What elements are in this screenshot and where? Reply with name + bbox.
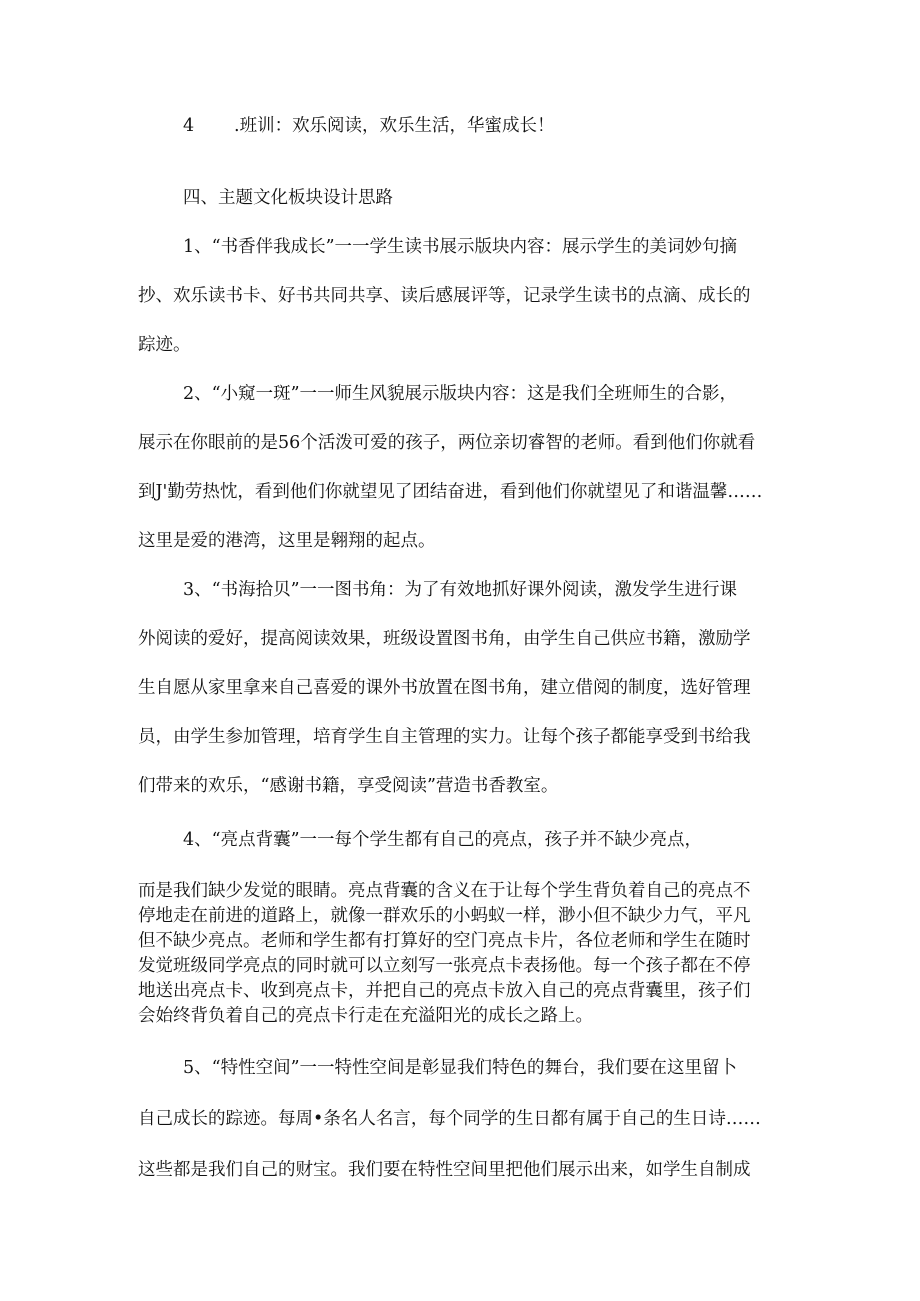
para-1-line-3: 踪迹。	[138, 335, 191, 355]
para-3-line-3: 生自愿从家里拿来自己喜爱的课外书放置在图书角，建立借阅的制度，选好管理	[138, 678, 751, 698]
para-3-line-1: 3、“书海拾贝”一一图书角：为了有效地抓好课外阅读，激发学生进行课	[183, 580, 738, 600]
para-4-body-line-1: 而是我们缺少发觉的眼睛。亮点背囊的含义在于让每个学生背负着自己的亮点不	[138, 881, 751, 901]
section-4-heading: 四、主题文化板块设计思路	[183, 188, 393, 208]
para-4-body-line-6: 会始终背负着自己的亮点卡行走在充溢阳光的成长之路上。	[138, 1006, 593, 1026]
para-5-line-3: 这些都是我们自己的财宝。我们要在特性空间里把他们展示出来，如学生自制成	[138, 1160, 751, 1180]
para-3-line-4: 员，由学生参加管理，培育学生自主管理的实力。让每个孩子都能享受到书给我	[138, 727, 751, 747]
para-4-body-line-2: 停地走在前进的道路上，就像一群欢乐的小蚂蚁一样，渺小但不缺少力气，平凡	[138, 906, 751, 926]
para-1-line-1: 1、“书香伴我成长”一一学生读书展示版块内容：展示学生的美词妙句摘	[183, 237, 738, 257]
para-3-line-5: 们带来的欢乐，“感谢书籍，享受阅读”营造书香教室。	[138, 776, 559, 796]
para-1-line-2: 抄、欢乐读书卡、好书共同共享、读后感展评等，记录学生读书的点滴、成长的	[138, 286, 751, 306]
para-4-body-line-5: 地送出亮点卡、收到亮点卡，并把自己的亮点卡放入自己的亮点背囊里，孩子们	[138, 981, 751, 1001]
para-2-line-3: 到J'勤劳热忱，看到他们你就望见了团结奋进，看到他们你就望见了和谐温馨……	[138, 482, 763, 502]
para-4-body-line-3: 但不缺少亮点。老师和学生都有打算好的空门亮点卡片，各位老师和学生在随时	[138, 931, 751, 951]
item-4-class-motto: .班训：欢乐阅读，欢乐生活，华蜜成长！	[234, 116, 555, 136]
para-2-line-1: 2、“小窥一斑”一一师生风貌展示版块内容：这是我们全班师生的合影，	[183, 384, 738, 404]
para-2-line-2: 展示在你眼前的是56个活泼可爱的孩子，两位亲切睿智的老师。看到他们你就看	[138, 433, 756, 453]
item-4-number: 4	[183, 116, 195, 136]
para-5-line-2: 自己成长的踪迹。每周•条名人名言，每个同学的生日都有属于自己的生日诗……	[138, 1109, 761, 1129]
para-3-line-2: 外阅读的爱好，提高阅读效果，班级设置图书角，由学生自己供应书籍，激励学	[138, 629, 751, 649]
para-4-body-line-4: 发觉班级同学亮点的同时就可以立刻写一张亮点卡表扬他。每一个孩子都在不停	[138, 956, 751, 976]
para-5-line-1: 5、“特性空间”一一特性空间是彰显我们特色的舞台，我们要在这里留卜	[183, 1058, 738, 1078]
para-4-intro: 4、“亮点背囊”一一每个学生都有自己的亮点，孩子并不缺少亮点，	[183, 830, 703, 850]
para-2-line-4: 这里是爱的港湾，这里是翱翔的起点。	[138, 531, 436, 551]
